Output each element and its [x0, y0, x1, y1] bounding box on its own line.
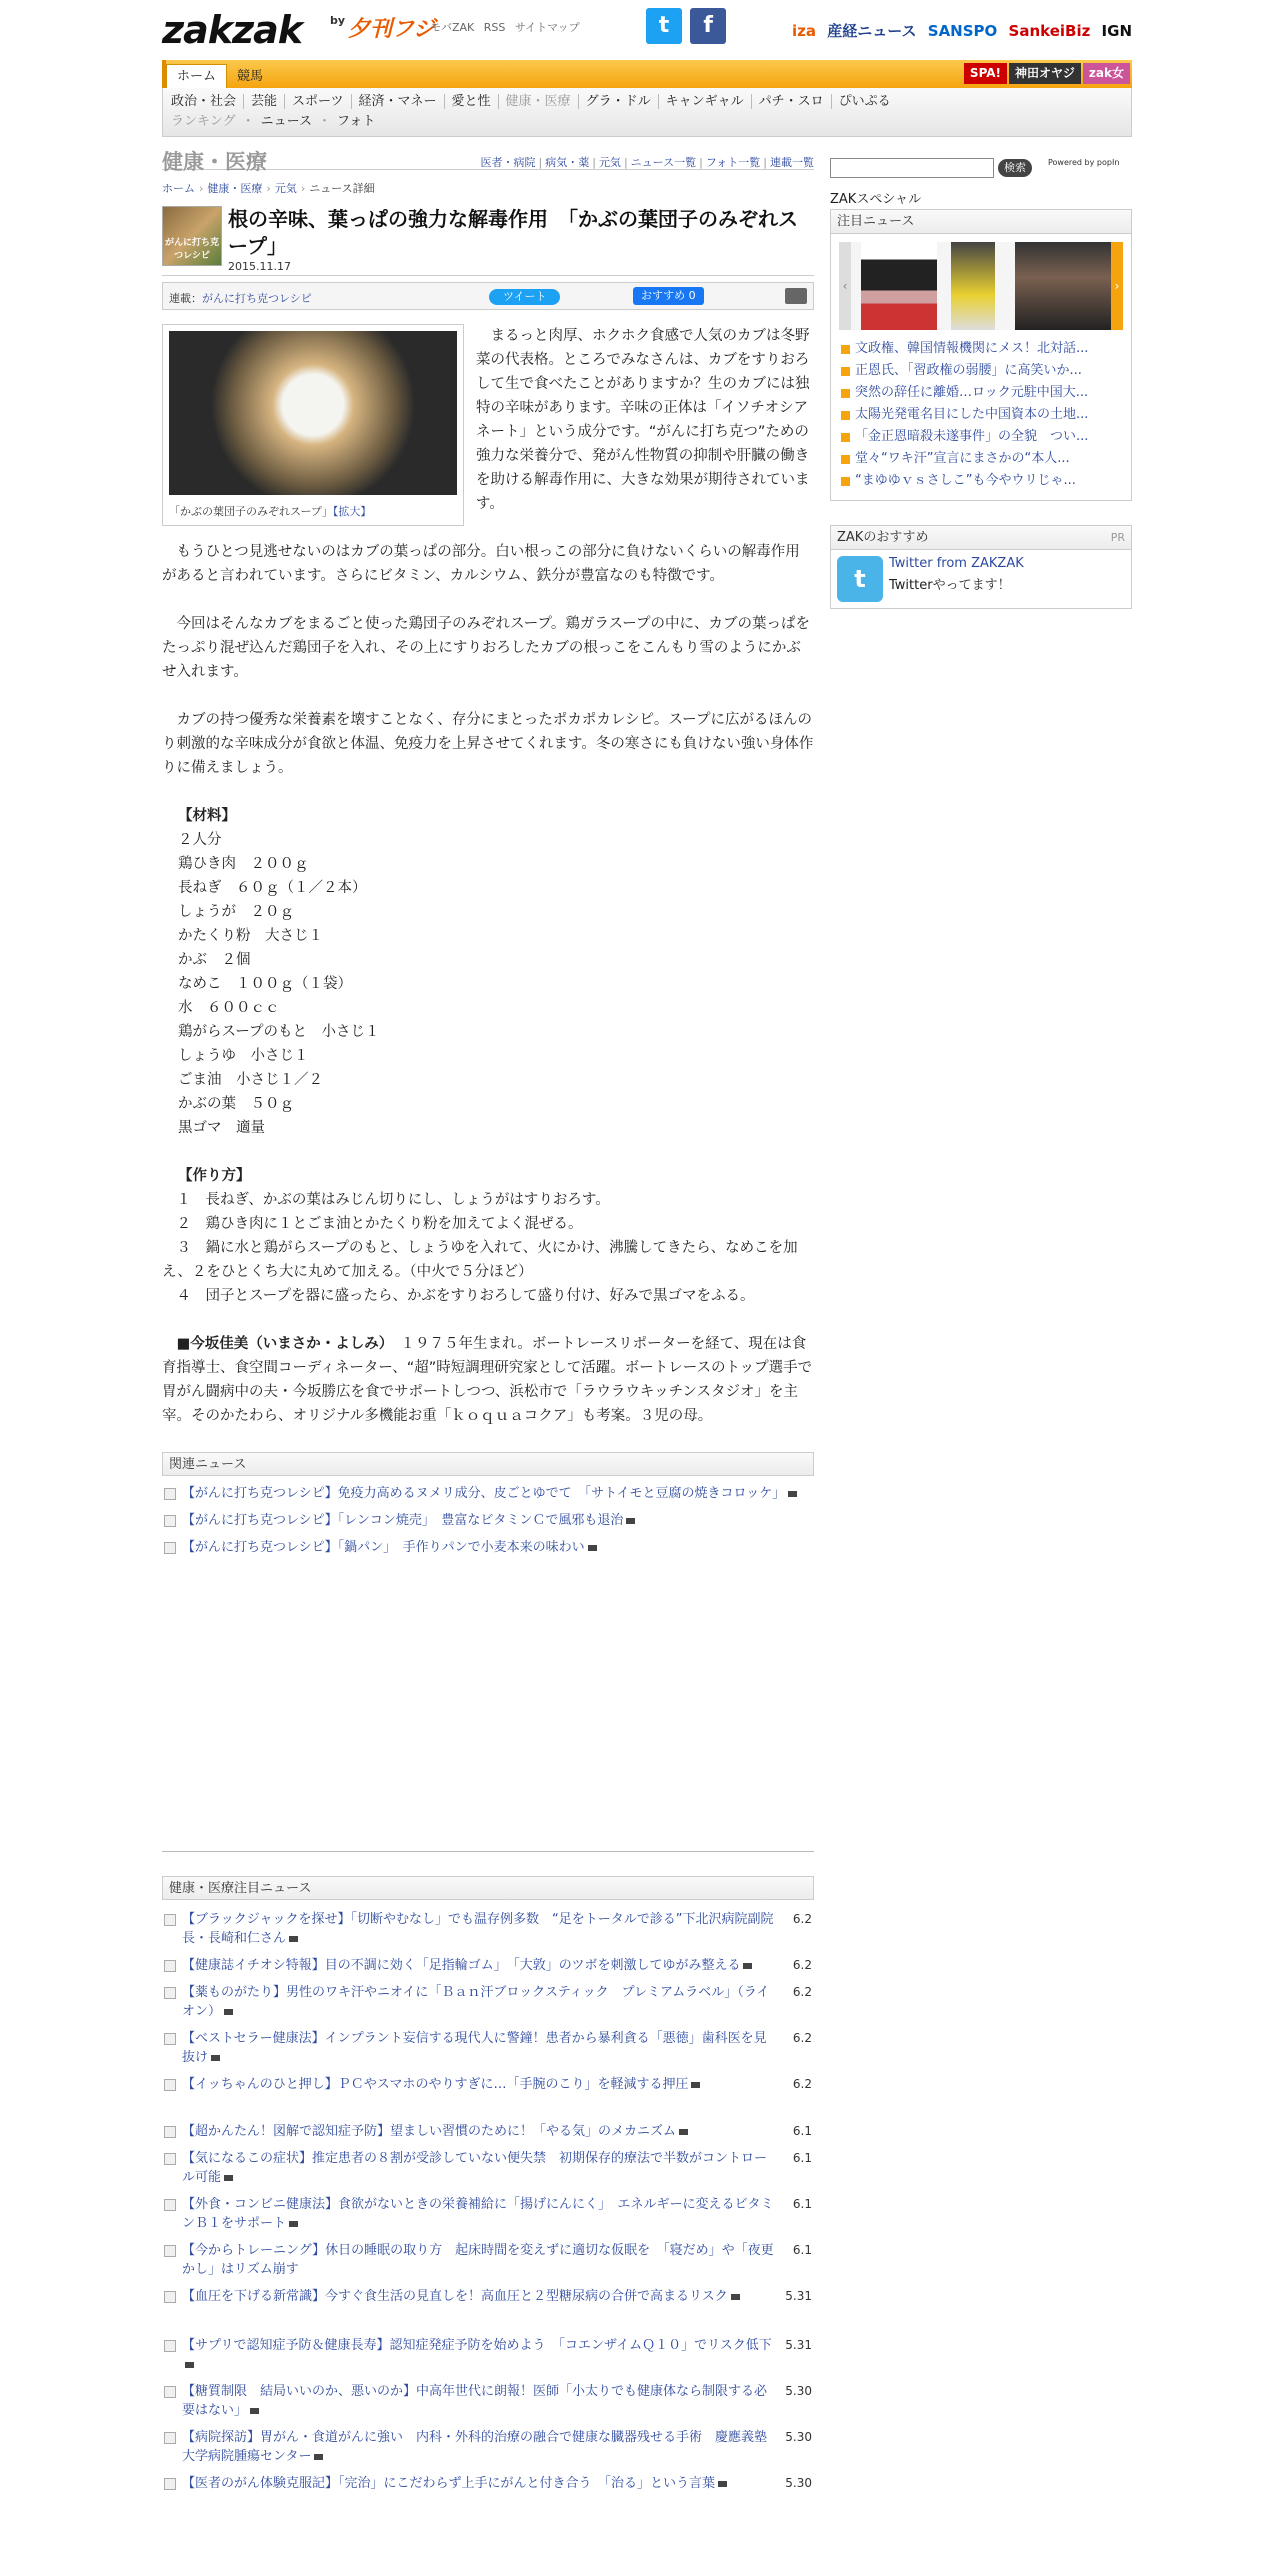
section-links: 医者・病院 | 病気・薬 | 元気 | ニュース一覧 | フォト一覧 | 連載一覧: [480, 156, 814, 169]
page: [162, 0, 1132, 2491]
featured-news-box: [830, 209, 1132, 501]
photo-carousel: [839, 242, 1123, 330]
article-paragraph: まるっと肉厚、ホクホク食感で人気のカブは冬野菜の代表格。ところでみなさんは、カブをすりおろして生で食べたことがありますか？生のカブには独特の辛味があります。辛味の正体は「イソチオシアネート」という成分です。“がんに打ち克つ”ための強力な栄養分で、発がん性物質の抑制や肝臓の働きを助ける解毒作用に、大きな効果が期待されています。: [476, 328, 810, 512]
article-paragraph: 今回はそんなカブをまるごと使った鶏団子のみぞれスープ。鶏ガラスープの中に、カブの葉っぱをたっぷり混ぜ込んだ鶏団子を入れ、その上にすりおろしたカブの根っこをこんもり雪のようにかぶせ入れます。: [162, 616, 811, 680]
powered-by-popin: Powered by popIn: [1048, 158, 1120, 167]
ranking-list: [162, 1910, 814, 2493]
ingredient: かぶの葉 ５０ｇ: [178, 1096, 294, 1112]
item-date: 6.1: [792, 2151, 812, 2165]
twitter-icon[interactable]: t: [646, 8, 682, 44]
featured-news-item[interactable]: 堂々“ワキ汗”宣言にまさかの“本人...: [839, 448, 1123, 470]
pr-label: PR: [1110, 531, 1125, 544]
series-thumbnail[interactable]: がんに打ち克つレシピ: [162, 206, 222, 266]
featured-news-item[interactable]: 文政権、韓国情報機関にメス！北対話...: [839, 338, 1123, 360]
link-news-list[interactable]: ニュース一覧: [630, 156, 697, 169]
ingredient: 鶏ひき肉 ２００ｇ: [178, 856, 309, 872]
featured-news-item[interactable]: “まゆゆｖｓさしこ”も今やウリじゃ...: [839, 470, 1123, 492]
related-news-item[interactable]: 【がんに打ち克つレシピ】「鍋パン」 手作りパンで小麦本来の味わい: [162, 1538, 814, 1557]
twitter-bird-icon[interactable]: t: [837, 556, 883, 602]
camera-icon: [626, 1518, 635, 1524]
carousel-image[interactable]: [861, 242, 937, 330]
series-link[interactable]: がんに打ち克つレシピ: [202, 292, 312, 305]
camera-icon: [691, 2082, 700, 2088]
ingredient: なめこ １００ｇ（１袋）: [178, 976, 352, 992]
article-body: [162, 324, 814, 1428]
featured-news-item[interactable]: 突然の辞任に離婚…ロック元駐中国大...: [839, 382, 1123, 404]
recommend-box: [830, 525, 1132, 609]
step: ２ 鶏ひき肉に１とごま油とかたくり粉を加えてよく混ぜる。: [176, 1216, 583, 1232]
link-series-list[interactable]: 連載一覧: [770, 156, 814, 169]
ingredient: 水 ６００ｃｃ: [178, 1000, 280, 1016]
sns-buttons: [646, 8, 730, 44]
nav-badges: [962, 63, 1130, 84]
item-date: 6.2: [792, 2077, 812, 2091]
link-disease[interactable]: 病気・薬: [545, 156, 590, 169]
breadcrumb: ホーム › 健康・医療 › 元気 › ニュース詳細: [162, 182, 375, 195]
ranking-item[interactable]: 【外食・コンビニ健康法】食欲がないときの栄養補給に「揚げにんにく」 エネルギーに変えるビタミンＢ１をサポート 6.1: [162, 2195, 814, 2233]
related-news-item[interactable]: 【がんに打ち克つレシピ】「レンコン焼売」 豊富なビタミンＣで風邪も退治: [162, 1511, 814, 1530]
kanda-oyaji-badge[interactable]: 神田オヤジ: [1009, 63, 1081, 84]
author-profile: [162, 1332, 814, 1428]
item-date: 6.2: [792, 2031, 812, 2045]
item-date: 6.2: [792, 1912, 812, 1926]
zak-special-label[interactable]: ZAKスペシャル: [830, 192, 922, 207]
article-meta: [162, 282, 814, 310]
nav-health[interactable]: 健康・医療: [499, 94, 579, 109]
ranking-item[interactable]: 【今からトレーニング】休日の睡眠の取り方 起床時間を変えずに適切な仮眠を 「寝だめ」や「夜更かし」はリズム崩す 6.1: [162, 2241, 814, 2279]
ranking-item[interactable]: 【ベストセラー健康法】インプラント妄信する現代人に警鐘！患者から暴利貪る「悪徳」歯科医を見抜け 6.2: [162, 2029, 814, 2067]
enlarge-link[interactable]: 【拡大】: [332, 505, 372, 518]
camera-icon: [289, 1936, 298, 1942]
rss-link[interactable]: RSS: [483, 21, 506, 34]
ingredient: ２人分: [178, 832, 222, 848]
ranking-item[interactable]: 【血圧を下げる新常識】今すぐ食生活の見直しを！高血圧と２型糖尿病の合併で高まるリスク 5.31: [162, 2287, 814, 2306]
step: ４ 団子とスープを器に盛ったら、かぶをすりおろして盛り付け、好みで黒ゴマをふる。: [176, 1288, 755, 1304]
nav-love[interactable]: 愛と性: [445, 94, 499, 109]
item-date: 5.31: [785, 2338, 812, 2352]
ranking-item[interactable]: 【健康誌イチオシ特報】目の不調に効く「足指輪ゴム」 「大敦」のツボを刺激してゆがみ整える 6.2: [162, 1956, 814, 1975]
carousel-next-icon[interactable]: ›: [1111, 242, 1123, 330]
nav-pachislot[interactable]: パチ・スロ: [752, 94, 832, 109]
tweet-button[interactable]: ツイート: [489, 289, 560, 305]
nav-people[interactable]: ぴいぷる: [838, 94, 891, 109]
item-date: 5.31: [785, 2289, 812, 2303]
camera-icon: [185, 2362, 194, 2368]
tab-home[interactable]: ホーム: [166, 64, 227, 88]
section-header: [162, 146, 814, 174]
photo-caption: 「かぶの葉団子のみぞれスープ」: [169, 505, 333, 518]
search-input[interactable]: [830, 158, 994, 178]
zakjo-badge[interactable]: zak女: [1083, 63, 1130, 84]
ingredient: ごま油 小さじ１／２: [178, 1072, 323, 1088]
site-header: [162, 0, 1132, 56]
crumb-genki[interactable]: 元気: [274, 182, 297, 195]
ranking-item[interactable]: 【気になるこの症状】推定患者の８割が受診していない便失禁 初期保存的療法で半数がコントロール可能 6.1: [162, 2149, 814, 2187]
nav-photo[interactable]: フォト: [337, 114, 376, 129]
ranking-item[interactable]: 【超かんたん！図解で認知症予防】望ましい習慣のために！「やる気」のメカニズム 6.1: [162, 2122, 814, 2141]
author-bio: １９７５年生まれ。ボートレースリポーターを経て、現在は食育指導士、食空間コーディネーター、“超”時短調理研究家として活躍。ボートレースのトップ選手で胃がん闘病中の夫・今坂勝広を食でサポートしつつ、浜松市で「ラウラウキッチンスタジオ」を主宰。そのかたわら、オリジナル多機能お重「ｋｏｑｕａコクア」も考案。３児の母。: [162, 1336, 813, 1424]
nav-campaign-girl[interactable]: キャンギャル: [659, 94, 752, 109]
item-date: 6.2: [792, 1985, 812, 1999]
article-title: 根の辛味、葉っぱの強力な解毒作用 「かぶの葉団子のみぞれスープ」: [228, 207, 798, 258]
item-date: 6.1: [792, 2243, 812, 2257]
camera-icon: [588, 1545, 597, 1551]
camera-icon: [788, 1491, 797, 1497]
carousel-prev-icon[interactable]: ‹: [839, 242, 851, 330]
ranking-header: 健康・医療注目ニュース: [162, 1876, 814, 1900]
section-title: 健康・医療: [162, 150, 267, 174]
camera-icon: [314, 2454, 323, 2460]
step: １ 長ねぎ、かぶの葉はみじん切りにし、しょうがはすりおろす。: [176, 1192, 610, 1208]
carousel-image[interactable]: [951, 242, 995, 330]
ingredients-title: 【材料】: [178, 808, 236, 824]
nav-economy[interactable]: 経済・マネー: [352, 94, 445, 109]
ingredient: しょうゆ 小さじ１: [178, 1048, 309, 1064]
ranking-item[interactable]: 【ブラックジャックを探せ】「切断やむなし」でも温存例多数 “足をトータルで診る”下北沢病院副院長・長崎和仁さん 6.2: [162, 1910, 814, 1948]
facebook-icon[interactable]: f: [690, 8, 726, 44]
nav-politics[interactable]: 政治・社会: [171, 94, 244, 109]
fuji-logo[interactable]: 夕刊フジ: [348, 17, 436, 42]
main-nav: [162, 60, 1132, 88]
ingredient: 長ねぎ ６０ｇ（１／２本）: [178, 880, 367, 896]
steps-title: 【作り方】: [178, 1168, 251, 1184]
photo-box: [162, 324, 464, 526]
featured-news-item[interactable]: 「金正恩暗殺未遂事件」の全貌 つい...: [839, 426, 1123, 448]
partner-ign[interactable]: IGN: [1101, 22, 1132, 40]
camera-icon: [743, 1963, 752, 1969]
item-date: 6.1: [792, 2197, 812, 2211]
ingredient: しょうが ２０ｇ: [178, 904, 294, 920]
series-prefix: 連載：: [169, 292, 202, 305]
camera-icon: [289, 2221, 298, 2227]
article-header: [162, 204, 814, 276]
related-news-item[interactable]: 【がんに打ち克つレシピ】免疫力高めるヌメリ成分、皮ごとゆでて 「サトイモと豆腐の焼きコロッケ」: [162, 1484, 814, 1503]
partner-iza[interactable]: iza: [792, 22, 817, 40]
featured-news-item[interactable]: 正恩氏、「習政権の弱腰」に高笑いか...: [839, 360, 1123, 382]
featured-news-list: [831, 338, 1131, 500]
ingredient: かぶ ２個: [178, 952, 251, 968]
item-date: 6.1: [792, 2124, 812, 2138]
related-news-header: 関連ニュース: [162, 1452, 814, 1476]
article-paragraph: もうひとつ見逃せないのはカブの葉っぱの部分。白い根っこの部分に負けないくらいの解毒作用があると言われています。さらにビタミン、カルシウム、鉄分が豊富なのも特徴です。: [162, 544, 800, 584]
partner-sanspo[interactable]: SANSPO: [927, 22, 998, 40]
step: ３ 鍋に水と鶏がらスープのもと、しょうゆを入れて、火にかけ、沸騰してきたら、なめこを加え、２をひとくち大に丸めて加える。（中火で５分ほど）: [162, 1240, 798, 1280]
partner-sankei-news[interactable]: 産経ニュース: [827, 22, 917, 40]
featured-news-item[interactable]: 太陽光発電名目にした中国資本の土地...: [839, 404, 1123, 426]
camera-icon: [250, 2408, 259, 2414]
partner-sankeibiz[interactable]: SankeiBiz: [1008, 22, 1091, 40]
ranking-item[interactable]: 【医者のがん体験克服記】「完治」にこだわらず上手にがんと付き合う 「治る」という言葉 5.30: [162, 2474, 814, 2493]
item-date: 6.2: [792, 1958, 812, 1972]
item-date: 5.30: [785, 2430, 812, 2444]
article-photo[interactable]: [169, 331, 457, 495]
ingredient: 黒ゴマ 適量: [178, 1120, 265, 1136]
nav-gravure[interactable]: グラ・ドル: [579, 94, 659, 109]
partner-links: [786, 20, 1132, 41]
ingredient: 鶏がらスープのもと 小さじ１: [178, 1024, 380, 1040]
author-name: ■今坂佳美（いまさか・よしみ）: [176, 1336, 386, 1352]
camera-icon: [224, 2009, 233, 2015]
nav-ranking[interactable]: ランキング: [171, 114, 236, 129]
recommend-header: ZAKのおすすめ PR: [831, 526, 1131, 550]
mobile-link[interactable]: モバZAK: [430, 21, 475, 34]
site-logo[interactable]: zakzak: [162, 8, 303, 52]
camera-icon: [224, 2175, 233, 2181]
search-bar: [830, 158, 1132, 180]
item-date: 5.30: [785, 2476, 812, 2490]
ingredient: かたくり粉 大さじ１: [178, 928, 323, 944]
camera-icon: [211, 2055, 220, 2061]
sidebar: [830, 158, 1132, 609]
print-icon[interactable]: [785, 288, 807, 304]
link-doctors[interactable]: 医者・病院: [480, 156, 536, 169]
item-date: 5.30: [785, 2384, 812, 2398]
main-column: [162, 146, 814, 2501]
tab-keiba[interactable]: 競馬: [237, 69, 264, 84]
camera-icon: [731, 2294, 740, 2300]
sub-nav: 政治・社会 芸能 スポーツ 経済・マネー 愛と性 健康・医療 グラ・ドル キャンギャル パチ・スロ ぴいぷる ランキング ・ ニュース ・ フォト: [162, 88, 1132, 137]
carousel-image[interactable]: [1015, 242, 1111, 330]
ranking-item[interactable]: 【サプリで認知症予防＆健康長寿】認知症発症予防を始めよう 「コエンザイムＱ１０」でリスク低下 5.31: [162, 2336, 814, 2374]
link-photo-list[interactable]: フォト一覧: [705, 156, 761, 169]
nav-sports[interactable]: スポーツ: [285, 94, 351, 109]
featured-news-header: 注目ニュース: [831, 210, 1131, 234]
spa-badge[interactable]: SPA!: [964, 63, 1007, 84]
related-news-list: [162, 1484, 814, 1557]
header-links: [430, 20, 630, 35]
nav-entertainment[interactable]: 芸能: [244, 94, 285, 109]
facebook-like-button[interactable]: おすすめ 0: [633, 287, 704, 305]
crumb-home[interactable]: ホーム: [162, 182, 195, 195]
search-button[interactable]: 検索: [998, 159, 1032, 177]
camera-icon: [718, 2481, 727, 2487]
camera-icon: [679, 2129, 688, 2135]
ingredients-list: [162, 804, 814, 1140]
article-paragraph: カブの持つ優秀な栄養素を壊すことなく、存分にまとったポカポカレシピ。スープに広がるほんのり刺激的な辛味成分が食欲と体温、免疫力を上昇させてくれます。冬の寒さにも負けない強い身体作りに備えましょう。: [162, 712, 814, 776]
twitter-tagline: Twitterやってます！: [889, 578, 1011, 593]
crumb-current: ニュース詳細: [309, 182, 375, 195]
link-genki[interactable]: 元気: [598, 156, 621, 169]
twitter-zakzak-link[interactable]: Twitter from ZAKZAK: [889, 556, 1024, 571]
ranking-item[interactable]: 【イッちゃんのひと押し】ＰＣやスマホのやりすぎに…「手腕のこり」を軽減する押圧 6.2: [162, 2075, 814, 2094]
nav-news[interactable]: ニュース: [260, 114, 312, 129]
crumb-health[interactable]: 健康・医療: [207, 182, 263, 195]
article-date: 2015.11.17: [228, 260, 291, 273]
sitemap-link[interactable]: サイトマップ: [514, 21, 580, 34]
ranking-item[interactable]: 【糖質制限 結局いいのか、悪いのか】中高年世代に朗報！医師「小太りでも健康体なら制限する必要はない」 5.30: [162, 2382, 814, 2420]
steps-list: [162, 1164, 814, 1308]
recommend-item: [831, 550, 1131, 608]
ranking-item[interactable]: 【病院探訪】胃がん・食道がんに強い 内科・外科的治療の融合で健康な臓器残せる手術 慶應義塾大学病院腫瘍センター 5.30: [162, 2428, 814, 2466]
logo-by: by: [330, 14, 346, 27]
ranking-item[interactable]: 【薬ものがたり】男性のワキ汗やニオイに「Ｂａｎ汗ブロックスティック プレミアムラベル」（ライオン） 6.2: [162, 1983, 814, 2021]
